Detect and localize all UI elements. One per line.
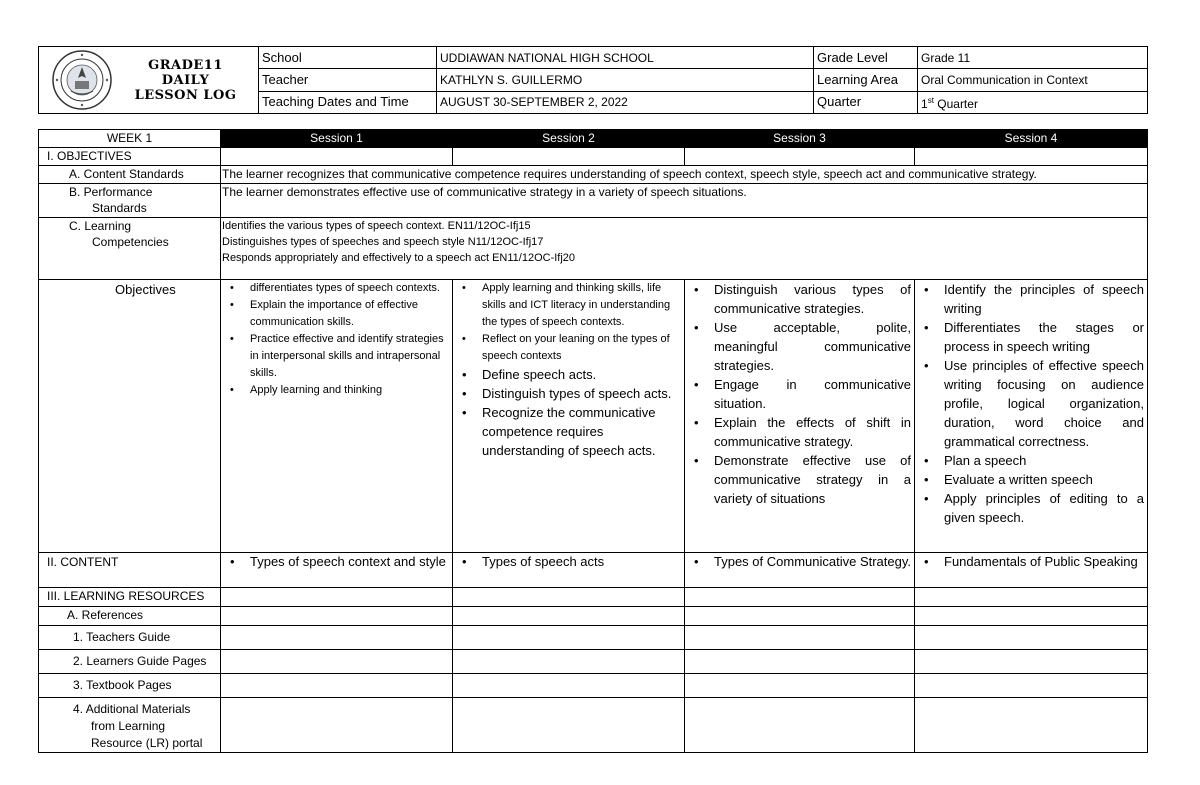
empty-cell: [915, 588, 1148, 607]
session-2-objectives: [453, 280, 685, 553]
empty-cell: [685, 607, 915, 626]
empty-cell: [221, 148, 453, 166]
quarter-value: [918, 91, 1148, 113]
list-item: • Engage in communicative situation.: [688, 375, 911, 413]
learning-area-value: Oral Communication in Context: [918, 69, 1148, 91]
additional-materials-line3: Resource (LR) portal: [91, 736, 203, 750]
empty-cell: [453, 674, 685, 698]
empty-cell: [685, 148, 915, 166]
session-3-content: [685, 553, 915, 588]
list-item: • Explain the effects of shift in communicative strategy.: [688, 413, 911, 451]
empty-cell: [453, 626, 685, 650]
header-table: [38, 46, 1148, 114]
content-heading: II. CONTENT: [39, 553, 221, 588]
empty-cell: [915, 607, 1148, 626]
empty-cell: [685, 588, 915, 607]
learning-resources-heading: III. LEARNING RESOURCES: [39, 588, 221, 607]
school-value: UDDIAWAN NATIONAL HIGH SCHOOL: [437, 47, 814, 69]
list-item: • Apply learning and thinking skills, life skills and ICT literacy in understanding the types of speech contexts.: [456, 280, 681, 331]
additional-materials-label: [39, 698, 221, 753]
teachers-guide-label: 1. Teachers Guide: [39, 626, 221, 650]
performance-standards-label: [39, 184, 221, 218]
teaching-dates-value: AUGUST 30-SEPTEMBER 2, 2022: [437, 91, 814, 113]
competency-line: Responds appropriately and effectively to a speech act EN11/12OC-Ifj20: [222, 252, 576, 264]
empty-cell: [453, 650, 685, 674]
teacher-value: KATHLYN S. GUILLERMO: [437, 69, 814, 91]
additional-materials-number: 4.: [73, 702, 84, 716]
empty-cell: [685, 674, 915, 698]
list-item: • Distinguish various types of communicative strategies.: [688, 280, 911, 318]
empty-cell: [915, 698, 1148, 753]
additional-materials-line1: Additional Materials: [85, 702, 191, 716]
empty-cell: [453, 698, 685, 753]
textbook-pages-label: 3. Textbook Pages: [39, 674, 221, 698]
session-4-header: Session 4: [915, 130, 1148, 148]
list-item: • Identify the principles of speech writing: [918, 280, 1144, 318]
empty-cell: [915, 626, 1148, 650]
list-item: • Apply principles of editing to a given speech.: [918, 489, 1144, 527]
learning-competencies-label: [39, 218, 221, 280]
list-item: • Types of speech acts: [456, 553, 681, 570]
empty-cell: [915, 650, 1148, 674]
empty-cell: [453, 588, 685, 607]
list-item: • differentiates types of speech contexts.: [224, 280, 449, 297]
dll-title: GRADE11 DAILY LESSON LOG: [134, 57, 237, 103]
competencies-label-line2: Competencies: [92, 235, 169, 249]
header-logo-cell: [39, 47, 259, 114]
performance-label-line2: Standards: [92, 201, 147, 215]
quarter-label: Quarter: [814, 91, 918, 113]
content-standards-text: The learner recognizes that communicative competence requires understanding of speech context, speech style, speech act and communicative strategy.: [221, 166, 1148, 184]
list-item: • Reflect on your leaning on the types of speech contexts: [456, 331, 681, 365]
empty-cell: [915, 674, 1148, 698]
session-1-objectives: [221, 280, 453, 553]
list-item: • Differentiates the stages or process in speech writing: [918, 318, 1144, 356]
competency-line: Distinguishes types of speeches and speech style N11/12OC-Ifj17: [222, 236, 544, 248]
session-2-content: [453, 553, 685, 588]
list-item: • Recognize the communicative competence requires understanding of speech acts.: [456, 403, 681, 460]
empty-cell: [453, 148, 685, 166]
empty-cell: [221, 674, 453, 698]
grade-level-label: Grade Level: [814, 47, 918, 69]
list-item: • Fundamentals of Public Speaking: [918, 553, 1144, 570]
additional-materials-line2: from Learning: [91, 719, 166, 733]
list-item: • Practice effective and identify strategies in interpersonal skills and intrapersonal skills.: [224, 331, 449, 382]
school-label: School: [259, 47, 437, 69]
objectives-label: Objectives: [39, 280, 221, 553]
quarter-suffix: st: [927, 95, 934, 105]
session-4-objectives: [915, 280, 1148, 553]
list-item: • Distinguish types of speech acts.: [456, 384, 681, 403]
empty-cell: [221, 650, 453, 674]
quarter-text: Quarter: [933, 96, 978, 111]
competency-line: Identifies the various types of speech context. EN11/12OC-Ifj15: [222, 220, 531, 232]
learners-guide-label: 2. Learners Guide Pages: [39, 650, 221, 674]
objectives-heading: I. OBJECTIVES: [39, 148, 221, 166]
grade-level-value: Grade 11: [918, 47, 1148, 69]
teacher-label: Teacher: [259, 69, 437, 91]
session-1-header: Session 1: [221, 130, 453, 148]
empty-cell: [221, 626, 453, 650]
learning-area-label: Learning Area: [814, 69, 918, 91]
list-item: • Use acceptable, polite, meaningful communicative strategies.: [688, 318, 911, 375]
empty-cell: [221, 698, 453, 753]
list-item: • Demonstrate effective use of communicative strategy in a variety of situations: [688, 451, 911, 508]
list-item: • Apply learning and thinking: [224, 382, 449, 399]
session-3-objectives: [685, 280, 915, 553]
list-item: • Types of Communicative Strategy.: [688, 553, 911, 570]
list-item: • Define speech acts.: [456, 365, 681, 384]
empty-cell: [221, 607, 453, 626]
performance-label-line1: B. Performance: [69, 185, 153, 199]
competencies-label-line1: C. Learning: [69, 219, 132, 233]
session-4-content: [915, 553, 1148, 588]
empty-cell: [453, 607, 685, 626]
empty-cell: [221, 588, 453, 607]
deped-seal-icon: [51, 49, 113, 111]
quarter-number: 1: [921, 96, 928, 111]
performance-standards-text: The learner demonstrates effective use of communicative strategy in a variety of speech situations.: [221, 184, 1148, 218]
teaching-dates-label: Teaching Dates and Time: [259, 91, 437, 113]
content-standards-label: A. Content Standards: [39, 166, 221, 184]
week-row: [39, 130, 1148, 148]
list-item: • Evaluate a written speech: [918, 470, 1144, 489]
empty-cell: [685, 650, 915, 674]
session-1-content: [221, 553, 453, 588]
list-item: • Use principles of effective speech writing focusing on audience profile, logical organization, duration, word choice and grammatical correctness.: [918, 356, 1144, 451]
session-2-header: Session 2: [453, 130, 685, 148]
week-label: WEEK 1: [39, 130, 221, 148]
list-item: • Plan a speech: [918, 451, 1144, 470]
empty-cell: [685, 626, 915, 650]
list-item: • Explain the importance of effective communication skills.: [224, 297, 449, 331]
references-label: A. References: [39, 607, 221, 626]
empty-cell: [915, 148, 1148, 166]
lesson-table: [38, 129, 1148, 753]
empty-cell: [685, 698, 915, 753]
session-3-header: Session 3: [685, 130, 915, 148]
list-item: • Types of speech context and style: [224, 553, 449, 570]
learning-competencies-text: [221, 218, 1148, 280]
